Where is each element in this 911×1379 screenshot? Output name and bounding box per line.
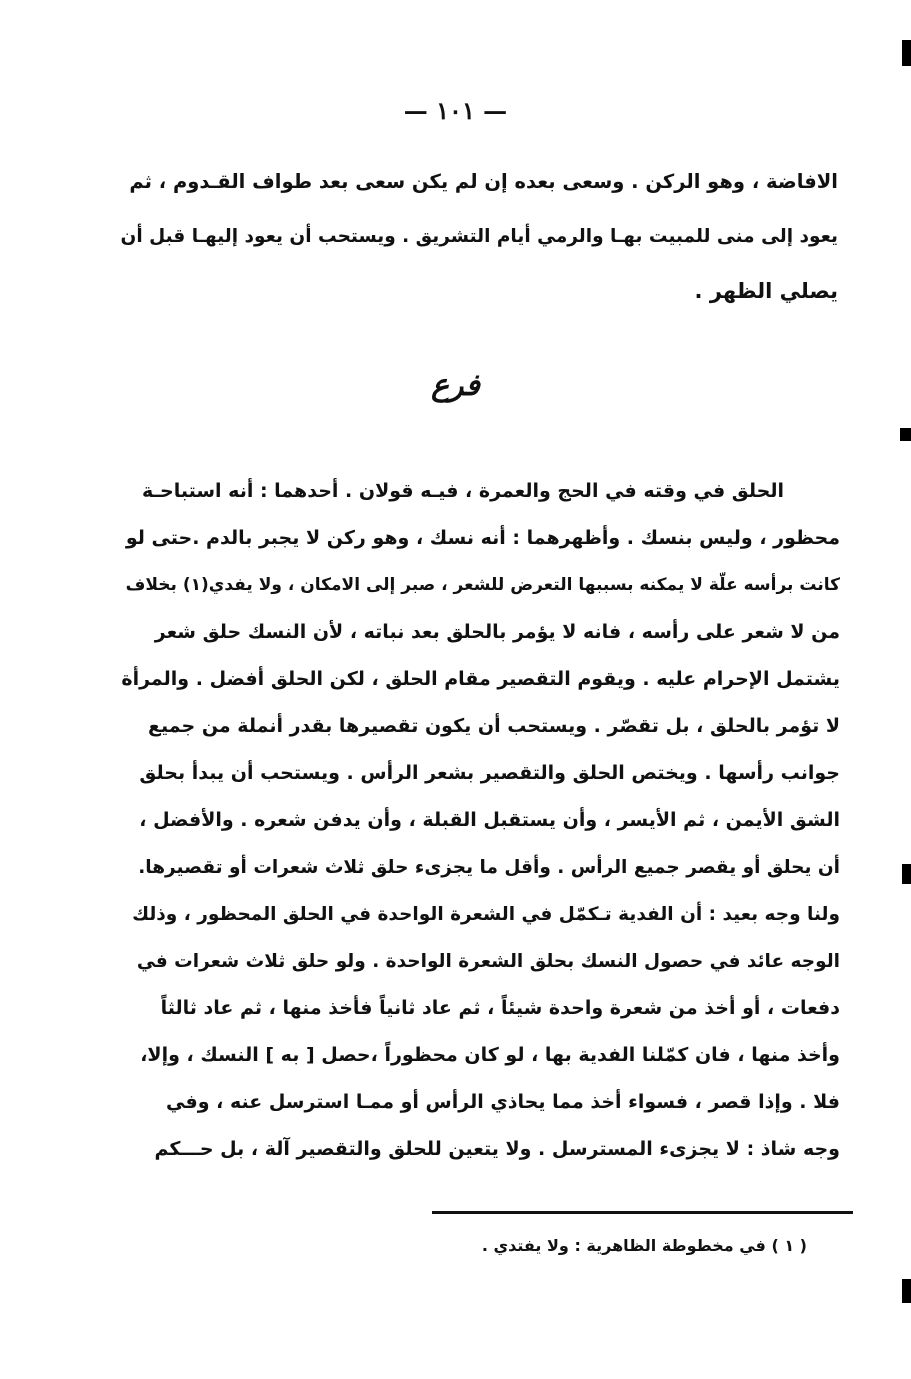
text-line: يشتمل الإحرام عليه . ويقوم التقصير مقام الحلق ، لكن الحلق أفضل . والمرأة — [121, 668, 840, 690]
text-line: وجه شاذ : لا يجزىء المسترسل . ولا يتعين للحلق والتقصير آلة ، بل حـــكم — [154, 1138, 840, 1160]
text-line: يعود إلى منى للمبيت بهـا والرمي أيام التشريق . ويستحب أن يعود إليهـا قبل أن — [120, 226, 838, 247]
text-line: فلا . وإذا قصر ، فسواء أخذ مما يحاذي الرأس أو ممـا استرسل عنه ، وفي — [166, 1091, 840, 1113]
text-line: الوجه عائد في حصول النسك بحلق الشعرة الواحدة . ولو حلق ثلاث شعرات في — [136, 951, 840, 972]
page-number: — ١٠١ — — [403, 96, 508, 125]
section-heading: فرع — [431, 368, 480, 403]
margin-mark-top-right — [902, 40, 911, 66]
text-line: ولنا وجه بعيد : أن الفدية تـكمّل في الشعرة الواحدة في الحلق المحظور ، وذلك — [132, 904, 840, 925]
footnote-divider — [432, 1211, 853, 1214]
text-line: الشق الأيمن ، ثم الأيسر ، وأن يستقبل القبلة ، وأن يدفن شعره . والأفضل ، — [139, 809, 840, 831]
text-line: لا تؤمر بالحلق ، بل تقصّر . ويستحب أن يكون تقصيرها بقدر أنملة من جميع — [148, 715, 840, 737]
text-line: أن يحلق أو يقصر جميع الرأس . وأقل ما يجزىء حلق ثلاث شعرات أو تقصيرها. — [138, 857, 840, 878]
margin-mark-mid-right — [900, 428, 911, 441]
text-line: وأخذ منها ، فان كمّلنا الفدية بها ، لو كان محظوراً ،حصل [ به ] النسك ، وإلا، — [140, 1044, 840, 1066]
text-line: جوانب رأسها . ويختص الحلق والتقصير بشعر الرأس . ويستحب أن يبدأ بحلق — [139, 762, 840, 784]
footnote: ( ١ ) في مخطوطة الظاهرية : ولا يفتدي . — [481, 1236, 807, 1255]
main-paragraph — [120, 468, 840, 1173]
text-line: كانت برأسه علّة لا يمكنه بسببها التعرض للشعر ، صبر إلى الامكان ، ولا يفدي(١) بخلاف — [125, 575, 840, 595]
text-line: دفعات ، أو أخذ من شعرة واحدة شيئاً ، ثم عاد ثانياً فأخذ منها ، ثم عاد ثالثاً — [160, 997, 840, 1019]
text-line: يصلي الظهر . — [694, 279, 838, 303]
margin-mark-lower-right — [902, 864, 911, 884]
top-paragraph — [118, 154, 838, 319]
text-line: الافاضة ، وهو الركن . وسعى بعده إن لم يكن سعى بعد طواف القـدوم ، ثم — [129, 170, 838, 193]
text-line: من لا شعر على رأسه ، فانه لا يؤمر بالحلق بعد نباته ، لأن النسك حلق شعر — [154, 621, 840, 643]
margin-mark-bottom-right — [902, 1279, 911, 1303]
text-line: محظور ، وليس بنسك . وأظهرهما : أنه نسك ، وهو ركن لا يجبر بالدم .حتى لو — [125, 527, 840, 549]
text-line: الحلق في وقته في الحج والعمرة ، فيـه قولان . أحدهما : أنه استباحـة — [142, 480, 784, 502]
